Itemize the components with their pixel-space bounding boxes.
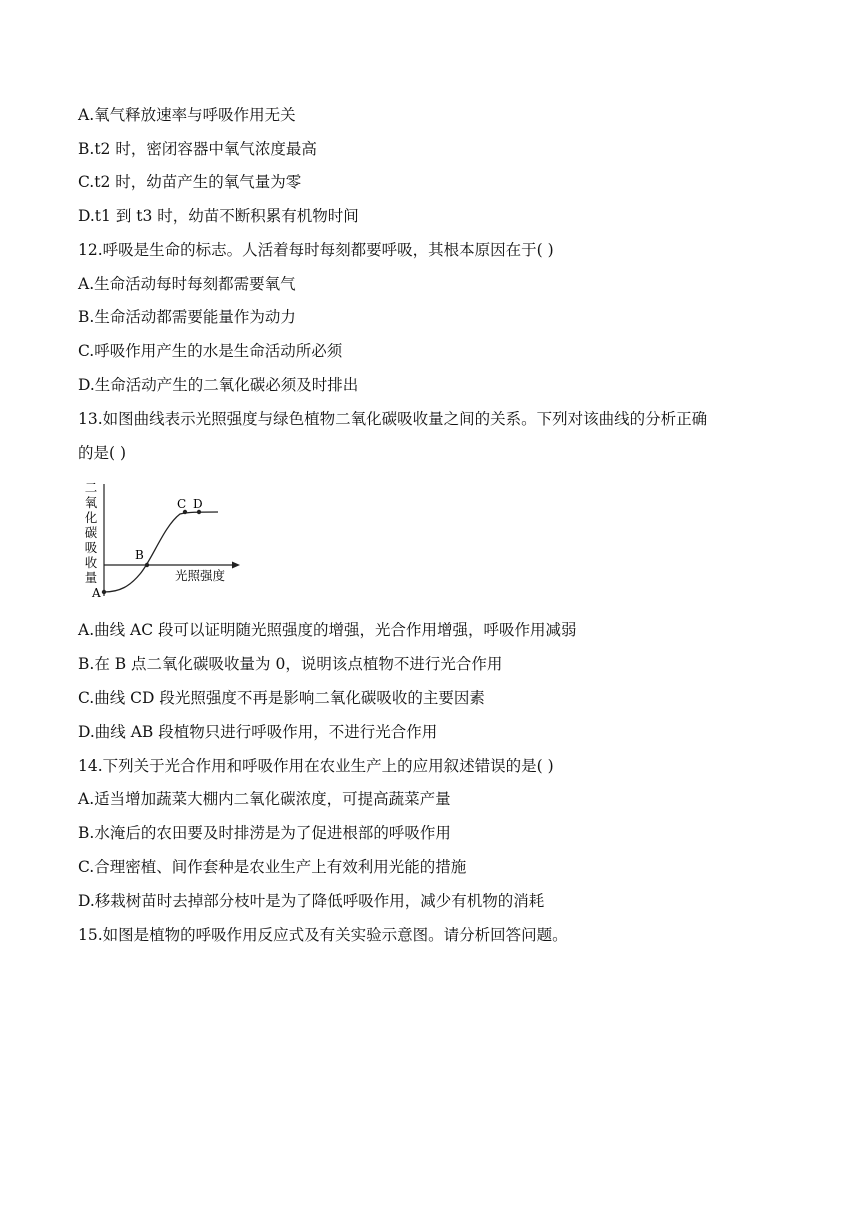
question-14-option-c: C.合理密植、间作套种是农业生产上有效利用光能的措施: [78, 858, 467, 876]
question-12-option-a: A.生命活动每时每刻都需要氧气: [78, 275, 296, 293]
ylabel-char: 二: [84, 480, 98, 495]
question-14-option-d: D.移栽树苗时去掉部分枝叶是为了降低呼吸作用，减少有机物的消耗: [78, 892, 545, 910]
point-a-label: A: [92, 586, 101, 600]
point-b-marker: [145, 563, 149, 567]
question-13-option-b: B.在 B 点二氧化碳吸收量为 0，说明该点植物不进行光合作用: [78, 655, 503, 673]
point-d-label: D: [193, 497, 203, 511]
x-axis-arrow: [232, 562, 240, 569]
question-13-option-d: D.曲线 AB 段植物只进行呼吸作用，不进行光合作用: [78, 723, 438, 741]
point-a-marker: [102, 590, 106, 594]
question-12: 12.呼吸是生命的标志。人活着每时每刻都要呼吸，其根本原因在于( ): [78, 241, 554, 259]
point-b-label: B: [135, 548, 144, 562]
ylabel-char: 收: [84, 555, 98, 570]
point-c-label: C: [177, 497, 187, 511]
x-axis-label: 光照强度: [175, 568, 226, 583]
ylabel-char: 氧: [84, 495, 98, 510]
question-15: 15.如图是植物的呼吸作用反应式及有关实验示意图。请分析回答问题。: [78, 926, 568, 944]
option-c-t2-oxygen-zero: C.t2 时，幼苗产生的氧气量为零: [78, 173, 302, 191]
option-d-t1-t3-accumulate: D.t1 到 t3 时，幼苗不断积累有机物时间: [78, 207, 359, 225]
ylabel-char: 碳: [84, 525, 98, 540]
question-13-option-a: A.曲线 AC 段可以证明随光照强度的增强，光合作用增强，呼吸作用减弱: [78, 621, 577, 639]
question-12-option-c: C.呼吸作用产生的水是生命活动所必须: [78, 342, 343, 360]
ylabel-char: 化: [84, 510, 98, 525]
question-14: 14.下列关于光合作用和呼吸作用在农业生产上的应用叙述错误的是( ): [78, 757, 554, 775]
ylabel-char: 吸: [84, 540, 98, 555]
question-14-option-b: B.水淹后的农田要及时排涝是为了促进根部的呼吸作用: [78, 824, 451, 842]
question-13-option-c: C.曲线 CD 段光照强度不再是影响二氧化碳吸收的主要因素: [78, 689, 485, 707]
co2-absorption-chart: [80, 478, 245, 606]
question-13: 13.如图曲线表示光照强度与绿色植物二氧化碳吸收量之间的关系。下列对该曲线的分析正确: [78, 410, 708, 428]
question-13-continuation: 的是( ): [78, 444, 127, 462]
option-a-oxygen-rate: A.氧气释放速率与呼吸作用无关: [78, 106, 296, 124]
question-12-option-b: B.生命活动都需要能量作为动力: [78, 308, 296, 326]
question-12-option-d: D.生命活动产生的二氧化碳必须及时排出: [78, 376, 359, 394]
option-b-t2-oxygen-highest: B.t2 时，密闭容器中氧气浓度最高: [78, 140, 317, 158]
ylabel-char: 量: [84, 570, 98, 585]
question-14-option-a: A.适当增加蔬菜大棚内二氧化碳浓度，可提高蔬菜产量: [78, 790, 451, 808]
